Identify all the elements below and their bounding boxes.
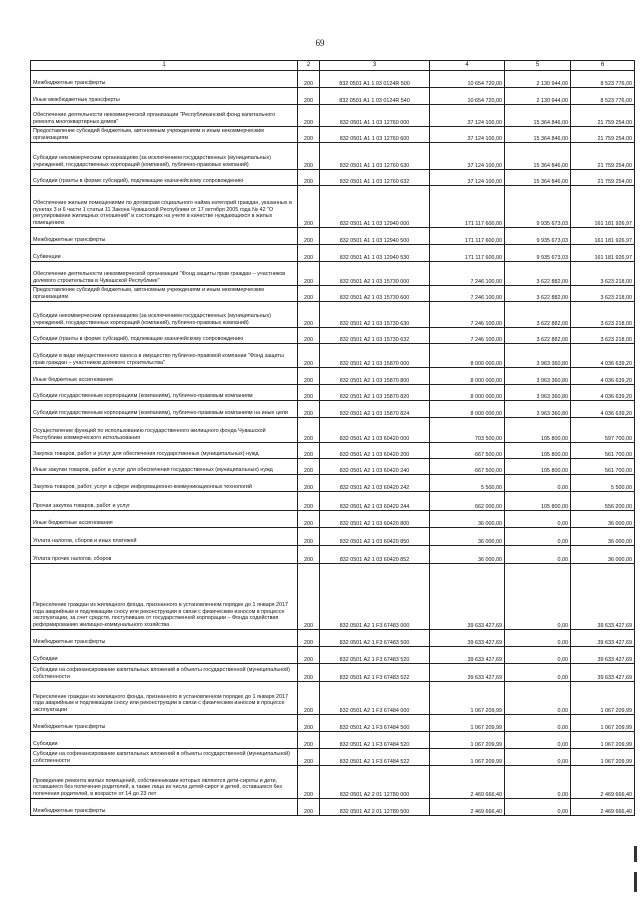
table-row bbox=[31, 749, 635, 766]
row-plan-amount: 39 633 427,69 bbox=[430, 630, 505, 647]
table-row bbox=[31, 228, 635, 245]
row-code: 200 bbox=[298, 127, 320, 143]
row-remaining-amount: 3 623 218,00 bbox=[571, 302, 635, 328]
row-plan-amount: 1 067 209,99 bbox=[430, 715, 505, 732]
row-classifier: 832 0501 А2 1 03 60420 850 bbox=[320, 528, 430, 546]
row-remaining-amount: 4 036 639,20 bbox=[571, 401, 635, 418]
table-row bbox=[31, 647, 635, 664]
table-row bbox=[31, 715, 635, 732]
row-classifier: 832 0501 А1 1 03 0124R 500 bbox=[320, 71, 430, 88]
header-cell: 1 bbox=[31, 61, 298, 71]
table-row bbox=[31, 385, 635, 401]
row-name: Субсидии некоммерческим организациям (за исключением государственных (муниципальных) учреждений, государственных корпораций (компаний), публично-правовых компаний) bbox=[31, 302, 298, 328]
table-row bbox=[31, 328, 635, 344]
row-plan-amount: 7 246 100,00 bbox=[430, 328, 505, 344]
row-plan-amount: 8 000 000,00 bbox=[430, 344, 505, 368]
table-row bbox=[31, 262, 635, 286]
row-remaining-amount: 1 067 209,99 bbox=[571, 682, 635, 715]
row-remaining-amount: 597 700,00 bbox=[571, 418, 635, 443]
table-row bbox=[31, 799, 635, 816]
row-code: 200 bbox=[298, 511, 320, 528]
row-remaining-amount: 21 759 254,00 bbox=[571, 143, 635, 170]
table-row bbox=[31, 546, 635, 564]
row-classifier: 832 0501 А2 2 01 12780 500 bbox=[320, 799, 430, 816]
row-executed-amount: 2 130 944,00 bbox=[505, 71, 571, 88]
row-name: Переселение граждан из жилищного фонда, признанного в установленном порядке до 1 января 2017 года аварийным и подлежащим сносу или реконструкции в связи с физическим износом в процессе эксплуатации, за счет средств, поступивших от государственной корпорации – Фонда содействия реформированию жилищно-коммунального хозяйства bbox=[31, 564, 298, 630]
table-row bbox=[31, 186, 635, 228]
row-plan-amount: 171 117 600,00 bbox=[430, 228, 505, 245]
table-row bbox=[31, 88, 635, 105]
row-code: 200 bbox=[298, 664, 320, 682]
row-code: 200 bbox=[298, 368, 320, 385]
row-classifier: 832 0501 А2 1 03 15730 630 bbox=[320, 302, 430, 328]
row-plan-amount: 662 000,00 bbox=[430, 492, 505, 511]
scan-mark bbox=[634, 846, 637, 862]
row-name: Уплата прочих налогов, сборов bbox=[31, 546, 298, 564]
row-name: Субсидии государственным корпорациям (компаниям), публично-правовым компаниям на иные цели bbox=[31, 401, 298, 418]
row-code: 200 bbox=[298, 71, 320, 88]
row-classifier: 832 0501 А2 1 03 15870 800 bbox=[320, 368, 430, 385]
header-cell: 2 bbox=[298, 61, 320, 71]
row-name: Осуществление функций по использованию государственного жилищного фонда Чувашской Республики коммерческого использования bbox=[31, 418, 298, 443]
row-code: 200 bbox=[298, 766, 320, 799]
row-plan-amount: 36 000,00 bbox=[430, 528, 505, 546]
row-plan-amount: 10 654 720,00 bbox=[430, 88, 505, 105]
table-row bbox=[31, 766, 635, 799]
row-remaining-amount: 36 000,00 bbox=[571, 528, 635, 546]
row-executed-amount: 0,00 bbox=[505, 682, 571, 715]
row-plan-amount: 8 000 000,00 bbox=[430, 385, 505, 401]
row-plan-amount: 8 000 000,00 bbox=[430, 368, 505, 385]
row-remaining-amount: 36 000,00 bbox=[571, 511, 635, 528]
row-code: 200 bbox=[298, 186, 320, 228]
row-remaining-amount: 39 633 427,69 bbox=[571, 630, 635, 647]
row-remaining-amount: 2 469 666,40 bbox=[571, 766, 635, 799]
row-plan-amount: 171 117 600,00 bbox=[430, 245, 505, 262]
row-code: 200 bbox=[298, 732, 320, 749]
row-name: Межбюджетные трансферты bbox=[31, 630, 298, 647]
row-executed-amount: 105 800,00 bbox=[505, 443, 571, 459]
row-classifier: 832 0501 А1 1 03 12760 000 bbox=[320, 105, 430, 127]
row-name: Переселение граждан из жилищного фонда, признанного в установленном порядке до 1 января 2017 года аварийным и подлежащим сносу или реконструкции в связи с физическим износом в процессе эксплуатации bbox=[31, 682, 298, 715]
row-executed-amount: 15 364 846,00 bbox=[505, 105, 571, 127]
header-cell: 5 bbox=[505, 61, 571, 71]
row-executed-amount: 0,00 bbox=[505, 647, 571, 664]
row-code: 200 bbox=[298, 245, 320, 262]
row-classifier: 832 0501 А1 1 03 12760 630 bbox=[320, 143, 430, 170]
table-row bbox=[31, 302, 635, 328]
row-name: Межбюджетные трансферты bbox=[31, 799, 298, 816]
row-classifier: 832 0501 А2 1 03 60420 000 bbox=[320, 418, 430, 443]
row-plan-amount: 36 000,00 bbox=[430, 511, 505, 528]
row-classifier: 832 0501 А2 1 03 60420 800 bbox=[320, 511, 430, 528]
row-classifier: 832 0501 А1 1 03 12940 000 bbox=[320, 186, 430, 228]
row-code: 200 bbox=[298, 105, 320, 127]
row-name: Субсидии государственным корпорациям (компаниям), публично-правовым компаниям bbox=[31, 385, 298, 401]
page-number: 69 bbox=[315, 38, 325, 48]
row-remaining-amount: 161 181 926,97 bbox=[571, 228, 635, 245]
row-remaining-amount: 1 067 209,99 bbox=[571, 749, 635, 766]
row-name: Субсидии bbox=[31, 732, 298, 749]
row-executed-amount: 9 935 673,03 bbox=[505, 245, 571, 262]
row-classifier: 832 0501 А2 1 03 15870 000 bbox=[320, 344, 430, 368]
table-row bbox=[31, 105, 635, 127]
row-classifier: 832 0501 А2 1 F3 67484 500 bbox=[320, 715, 430, 732]
row-code: 200 bbox=[298, 630, 320, 647]
row-plan-amount: 8 000 000,00 bbox=[430, 401, 505, 418]
row-plan-amount: 10 654 720,00 bbox=[430, 71, 505, 88]
row-classifier: 832 0501 А2 1 F3 67484 520 bbox=[320, 732, 430, 749]
row-classifier: 832 0501 А2 1 F3 67484 522 bbox=[320, 749, 430, 766]
table-row bbox=[31, 71, 635, 88]
row-classifier: 832 0501 А2 1 03 15730 632 bbox=[320, 328, 430, 344]
row-classifier: 832 0501 А2 1 F3 67483 520 bbox=[320, 647, 430, 664]
table-row bbox=[31, 664, 635, 682]
row-executed-amount: 9 935 673,03 bbox=[505, 228, 571, 245]
header-cell: 3 bbox=[320, 61, 430, 71]
table-row bbox=[31, 245, 635, 262]
row-name: Иные межбюджетные трансферты bbox=[31, 88, 298, 105]
row-name: Субсидии (гранты в форме субсидий), подлежащие казначейскому сопровождению bbox=[31, 328, 298, 344]
row-executed-amount: 15 364 846,00 bbox=[505, 143, 571, 170]
table-row bbox=[31, 170, 635, 186]
row-name: Субвенции bbox=[31, 245, 298, 262]
row-classifier: 832 0501 А2 1 03 15870 820 bbox=[320, 385, 430, 401]
row-executed-amount: 15 364 846,00 bbox=[505, 127, 571, 143]
row-plan-amount: 37 124 100,00 bbox=[430, 143, 505, 170]
row-remaining-amount: 21 759 254,00 bbox=[571, 170, 635, 186]
row-remaining-amount: 39 633 427,69 bbox=[571, 564, 635, 630]
row-executed-amount: 0,00 bbox=[505, 749, 571, 766]
row-code: 200 bbox=[298, 749, 320, 766]
row-executed-amount: 3 963 360,80 bbox=[505, 401, 571, 418]
row-remaining-amount: 4 036 639,20 bbox=[571, 344, 635, 368]
row-remaining-amount: 5 500,00 bbox=[571, 475, 635, 492]
header-cell: 6 bbox=[571, 61, 635, 71]
row-code: 200 bbox=[298, 443, 320, 459]
row-executed-amount: 3 622 882,00 bbox=[505, 286, 571, 302]
row-code: 200 bbox=[298, 647, 320, 664]
table-row bbox=[31, 492, 635, 511]
row-remaining-amount: 4 036 639,20 bbox=[571, 385, 635, 401]
row-plan-amount: 5 500,00 bbox=[430, 475, 505, 492]
row-code: 200 bbox=[298, 143, 320, 170]
row-code: 200 bbox=[298, 344, 320, 368]
row-plan-amount: 37 124 100,00 bbox=[430, 127, 505, 143]
row-plan-amount: 171 117 600,00 bbox=[430, 186, 505, 228]
row-plan-amount: 39 633 427,69 bbox=[430, 664, 505, 682]
row-classifier: 832 0501 А2 1 F3 67483 522 bbox=[320, 664, 430, 682]
row-plan-amount: 1 067 209,99 bbox=[430, 732, 505, 749]
row-executed-amount: 105 800,00 bbox=[505, 492, 571, 511]
row-remaining-amount: 21 759 254,00 bbox=[571, 127, 635, 143]
row-plan-amount: 37 124 100,00 bbox=[430, 170, 505, 186]
row-executed-amount: 0,00 bbox=[505, 630, 571, 647]
row-code: 200 bbox=[298, 170, 320, 186]
row-executed-amount: 15 364 846,00 bbox=[505, 170, 571, 186]
table-row bbox=[31, 143, 635, 170]
row-plan-amount: 39 633 427,69 bbox=[430, 647, 505, 664]
row-name: Прочая закупка товаров, работ и услуг bbox=[31, 492, 298, 511]
row-name: Уплата налогов, сборов и иных платежей bbox=[31, 528, 298, 546]
budget-table bbox=[30, 60, 635, 816]
row-code: 200 bbox=[298, 262, 320, 286]
row-remaining-amount: 1 067 209,99 bbox=[571, 715, 635, 732]
row-plan-amount: 7 246 100,00 bbox=[430, 286, 505, 302]
row-remaining-amount: 3 623 218,00 bbox=[571, 328, 635, 344]
row-classifier: 832 0501 А2 1 F3 67484 000 bbox=[320, 682, 430, 715]
row-executed-amount: 9 935 673,03 bbox=[505, 186, 571, 228]
table-row bbox=[31, 418, 635, 443]
row-code: 200 bbox=[298, 682, 320, 715]
table-row bbox=[31, 127, 635, 143]
row-name: Обеспечение деятельности некоммерческой организации "Фонд защиты прав граждан – участников долевого строительства в Чувашской Республике" bbox=[31, 262, 298, 286]
row-classifier: 832 0501 А2 1 03 60420 200 bbox=[320, 443, 430, 459]
row-executed-amount: 105 800,00 bbox=[505, 418, 571, 443]
table-row bbox=[31, 475, 635, 492]
table-row bbox=[31, 459, 635, 475]
row-name: Субсидии на софинансирование капитальных вложений в объекты государственной (муниципальной) собственности bbox=[31, 749, 298, 766]
row-name: Закупка товаров, работ и услуг для обеспечения государственных (муниципальных) нужд bbox=[31, 443, 298, 459]
row-name: Иные бюджетные ассигнования bbox=[31, 368, 298, 385]
row-remaining-amount: 36 000,00 bbox=[571, 546, 635, 564]
row-executed-amount: 3 963 360,80 bbox=[505, 385, 571, 401]
row-executed-amount: 3 963 360,80 bbox=[505, 368, 571, 385]
row-code: 200 bbox=[298, 799, 320, 816]
row-plan-amount: 7 246 100,00 bbox=[430, 302, 505, 328]
row-classifier: 832 0501 А2 1 F3 67483 000 bbox=[320, 564, 430, 630]
row-executed-amount: 0,00 bbox=[505, 546, 571, 564]
table-row bbox=[31, 564, 635, 630]
row-remaining-amount: 561 700,00 bbox=[571, 459, 635, 475]
row-name: Проведение ремонта жилых помещений, собственниками которых являются дети-сироты и дети, оставшиеся без попечения родителей, а также лица из числа детей-сирот и детей, оставшихся без попечения родителей, в возрасте от 14 до 23 лет bbox=[31, 766, 298, 799]
table-row bbox=[31, 528, 635, 546]
row-remaining-amount: 39 633 427,69 bbox=[571, 647, 635, 664]
row-code: 200 bbox=[298, 418, 320, 443]
row-remaining-amount: 8 523 776,00 bbox=[571, 71, 635, 88]
row-plan-amount: 37 124 100,00 bbox=[430, 105, 505, 127]
row-executed-amount: 3 963 360,80 bbox=[505, 344, 571, 368]
row-name: Межбюджетные трансферты bbox=[31, 228, 298, 245]
row-code: 200 bbox=[298, 475, 320, 492]
row-classifier: 832 0501 А1 1 03 12940 500 bbox=[320, 228, 430, 245]
row-name: Субсидии (гранты в форме субсидий), подлежащие казначейскому сопровождению bbox=[31, 170, 298, 186]
row-classifier: 832 0501 А2 1 03 15730 600 bbox=[320, 286, 430, 302]
row-classifier: 832 0501 А2 1 03 15730 000 bbox=[320, 262, 430, 286]
row-name: Субсидии в виде имущественного взноса в имущество публично-правовой компании "Фонд защиты прав граждан – участников долевого строительства" bbox=[31, 344, 298, 368]
row-executed-amount: 0,00 bbox=[505, 715, 571, 732]
table-row bbox=[31, 682, 635, 715]
row-name: Субсидии некоммерческим организациям (за исключением государственных (муниципальных) учреждений, государственных корпораций (компаний), публично-правовых компаний) bbox=[31, 143, 298, 170]
row-code: 200 bbox=[298, 459, 320, 475]
row-plan-amount: 39 633 427,69 bbox=[430, 564, 505, 630]
table-row bbox=[31, 511, 635, 528]
row-code: 200 bbox=[298, 715, 320, 732]
row-classifier: 832 0501 А2 1 03 60420 852 bbox=[320, 546, 430, 564]
row-plan-amount: 667 500,00 bbox=[430, 443, 505, 459]
row-name: Предоставление субсидий бюджетным, автономным учреждениям и иным некоммерческим организациям bbox=[31, 286, 298, 302]
row-code: 200 bbox=[298, 564, 320, 630]
row-code: 200 bbox=[298, 401, 320, 418]
row-classifier: 832 0501 А1 1 03 12760 600 bbox=[320, 127, 430, 143]
table-row bbox=[31, 368, 635, 385]
row-name: Обеспечение жильем помещениями по договорам социального найма категорий граждан, указанных в пунктах 3 и 6 части 1 статьи 11 Закона Чувашской Республики от 17 октября 2005 года № 42 "О регулировании жилищных отношений" и состоящих на учете в качестве нуждающихся в жилых помещениях bbox=[31, 186, 298, 228]
row-plan-amount: 1 067 209,99 bbox=[430, 682, 505, 715]
scan-mark bbox=[634, 872, 637, 892]
row-code: 200 bbox=[298, 328, 320, 344]
row-executed-amount: 0,00 bbox=[505, 564, 571, 630]
row-plan-amount: 2 469 666,40 bbox=[430, 799, 505, 816]
row-remaining-amount: 3 623 218,00 bbox=[571, 262, 635, 286]
row-executed-amount: 3 622 882,00 bbox=[505, 328, 571, 344]
row-code: 200 bbox=[298, 385, 320, 401]
row-classifier: 832 0501 А2 1 03 60420 240 bbox=[320, 459, 430, 475]
table-row bbox=[31, 630, 635, 647]
row-executed-amount: 0,00 bbox=[505, 732, 571, 749]
table-row bbox=[31, 443, 635, 459]
row-executed-amount: 0,00 bbox=[505, 511, 571, 528]
row-name: Закупка товаров, работ, услуг в сфере информационно-коммуникационных технологий bbox=[31, 475, 298, 492]
row-remaining-amount: 2 469 666,40 bbox=[571, 799, 635, 816]
row-remaining-amount: 39 633 427,69 bbox=[571, 664, 635, 682]
row-name: Иные бюджетные ассигнования bbox=[31, 511, 298, 528]
row-executed-amount: 0,00 bbox=[505, 766, 571, 799]
table-row bbox=[31, 732, 635, 749]
row-remaining-amount: 4 036 639,20 bbox=[571, 368, 635, 385]
row-code: 200 bbox=[298, 286, 320, 302]
row-plan-amount: 2 469 666,40 bbox=[430, 766, 505, 799]
row-remaining-amount: 161 181 926,97 bbox=[571, 245, 635, 262]
row-remaining-amount: 556 200,00 bbox=[571, 492, 635, 511]
row-code: 200 bbox=[298, 302, 320, 328]
row-classifier: 832 0501 А2 1 03 60420 242 bbox=[320, 475, 430, 492]
row-executed-amount: 3 622 882,00 bbox=[505, 262, 571, 286]
row-executed-amount: 3 622 882,00 bbox=[505, 302, 571, 328]
row-remaining-amount: 161 181 926,97 bbox=[571, 186, 635, 228]
row-classifier: 832 0501 А2 2 01 12780 000 bbox=[320, 766, 430, 799]
row-name: Субсидии bbox=[31, 647, 298, 664]
row-name: Межбюджетные трансферты bbox=[31, 71, 298, 88]
row-executed-amount: 2 130 944,00 bbox=[505, 88, 571, 105]
row-code: 200 bbox=[298, 546, 320, 564]
row-executed-amount: 105 800,00 bbox=[505, 459, 571, 475]
row-code: 200 bbox=[298, 492, 320, 511]
row-executed-amount: 0,00 bbox=[505, 664, 571, 682]
row-executed-amount: 0,00 bbox=[505, 475, 571, 492]
row-classifier: 832 0501 А1 1 03 12940 530 bbox=[320, 245, 430, 262]
row-classifier: 832 0501 А1 1 03 0124R 540 bbox=[320, 88, 430, 105]
row-code: 200 bbox=[298, 528, 320, 546]
row-remaining-amount: 1 067 209,99 bbox=[571, 732, 635, 749]
row-name: Предоставление субсидий бюджетным, автономным учреждениям и иным некоммерческим организациям bbox=[31, 127, 298, 143]
row-classifier: 832 0501 А2 1 03 15870 824 bbox=[320, 401, 430, 418]
row-remaining-amount: 21 759 254,00 bbox=[571, 105, 635, 127]
row-classifier: 832 0501 А2 1 F3 67483 500 bbox=[320, 630, 430, 647]
row-code: 200 bbox=[298, 228, 320, 245]
row-executed-amount: 0,00 bbox=[505, 799, 571, 816]
row-classifier: 832 0501 А1 1 03 12760 632 bbox=[320, 170, 430, 186]
row-remaining-amount: 3 623 218,00 bbox=[571, 286, 635, 302]
row-name: Субсидии на софинансирование капитальных вложений в объекты государственной (муниципальной) собственности bbox=[31, 664, 298, 682]
row-code: 200 bbox=[298, 88, 320, 105]
row-plan-amount: 1 067 209,99 bbox=[430, 749, 505, 766]
table-header-row bbox=[31, 61, 635, 71]
table-row bbox=[31, 286, 635, 302]
row-executed-amount: 0,00 bbox=[505, 528, 571, 546]
table-row bbox=[31, 401, 635, 418]
row-name: Иные закупки товаров, работ и услуг для обеспечения государственных (муниципальных) нужд bbox=[31, 459, 298, 475]
row-plan-amount: 36 000,00 bbox=[430, 546, 505, 564]
row-name: Межбюджетные трансферты bbox=[31, 715, 298, 732]
row-name: Обеспечение деятельности некоммерческой организации "Республиканский фонд капитального ремонта многоквартирных домов" bbox=[31, 105, 298, 127]
header-cell: 4 bbox=[430, 61, 505, 71]
row-plan-amount: 703 500,00 bbox=[430, 418, 505, 443]
row-remaining-amount: 8 523 776,00 bbox=[571, 88, 635, 105]
table-row bbox=[31, 344, 635, 368]
row-classifier: 832 0501 А2 1 03 60420 244 bbox=[320, 492, 430, 511]
row-plan-amount: 667 500,00 bbox=[430, 459, 505, 475]
row-plan-amount: 7 246 100,00 bbox=[430, 262, 505, 286]
row-remaining-amount: 561 700,00 bbox=[571, 443, 635, 459]
